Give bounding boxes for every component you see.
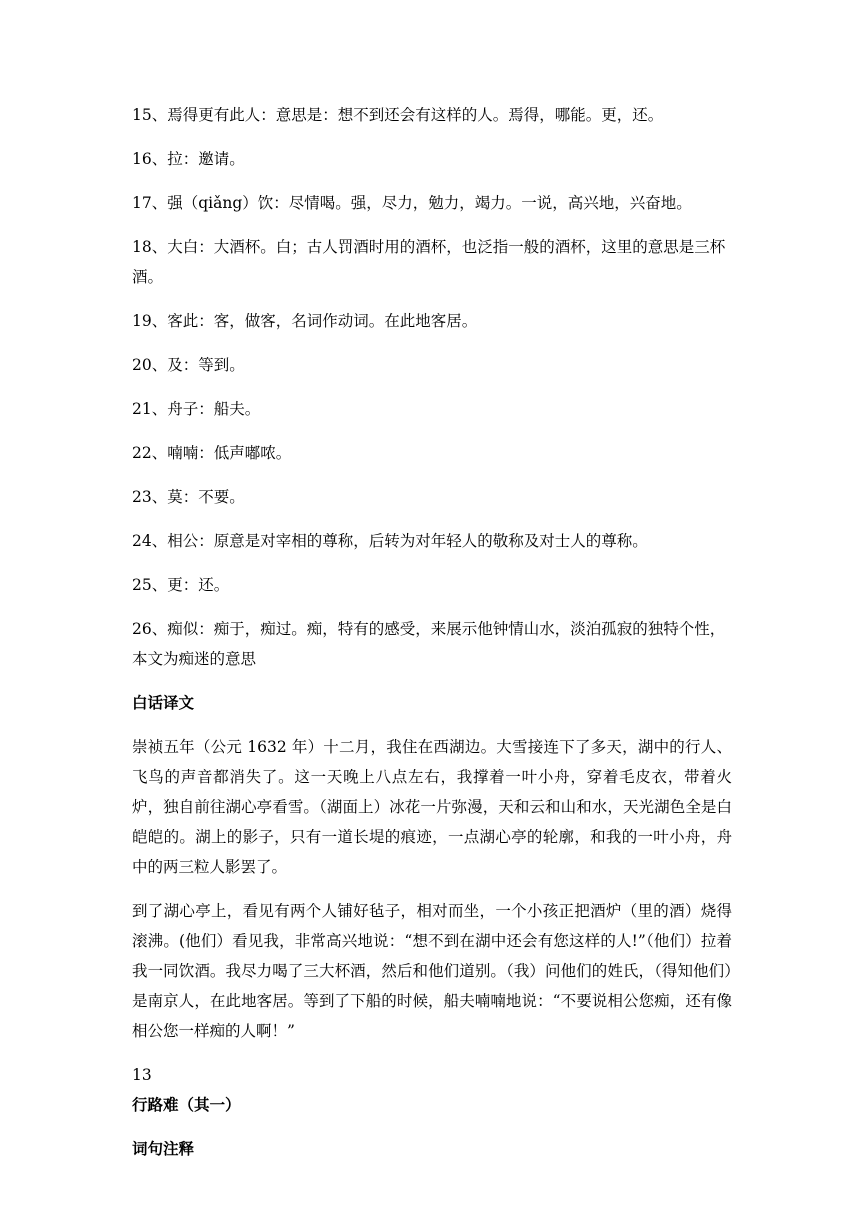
note-18: 18、大白：大酒杯。白；古人罚酒时用的酒杯，也泛指一般的酒杯，这里的意思是三杯酒。 [132, 238, 726, 286]
note-16: 16、拉：邀请。 [132, 150, 245, 168]
note-23: 23、莫：不要。 [132, 488, 245, 506]
note-24: 24、相公：原意是对宰相的尊称，后转为对年轻人的敬称及对士人的尊称。 [132, 532, 648, 550]
note-19: 19、客此：客，做客，名词作动词。在此地客居。 [132, 312, 478, 330]
translation-paragraph-1: 崇祯五年（公元 1632 年）十二月，我住在西湖边。大雪接连下了多天，湖中的行人、飞鸟的声音都消失了。这一天晚上八点左右，我撑着一叶小舟，穿着毛皮衣，带着火炉，独自前往湖心亭看雪。（湖面上）冰花一片弥漫，天和云和山和水，天光湖色全是白皑皑的。湖上的影子，只有一道长堤的痕迹，一点湖心亭的轮廓，和我的一叶小舟，舟中的两三粒人影罢了。 [132, 738, 732, 876]
document-page [132, 100, 732, 1178]
translation-heading: 白话译文 [132, 694, 195, 712]
note-17: 17、强（qiǎng）饮：尽情喝。强，尽力，勉力，竭力。一说，高兴地，兴奋地。 [132, 194, 692, 212]
section-title: 行路难（其一） [132, 1096, 241, 1114]
translation-paragraph-2: 到了湖心亭上，看见有两个人铺好毡子，相对而坐，一个小孩正把酒炉（里的酒）烧得滚沸。(他们）看见我，非常高兴地说：“想不到在湖中还会有您这样的人!”（他们）拉着我一同饮酒。我尽力喝了三大杯酒，然后和他们道别。（我）问他们的姓氏，（得知他们）是南京人，在此地客居。等到了下船的时候，船夫喃喃地说：“不要说相公您痴，还有像相公您一样痴的人啊！” [132, 902, 732, 1040]
section-number: 13 [132, 1066, 152, 1084]
annotation-heading: 词句注释 [132, 1140, 195, 1158]
note-21: 21、舟子：船夫。 [132, 400, 261, 418]
note-20: 20、及：等到。 [132, 356, 245, 374]
note-26: 26、痴似：痴于，痴过。痴，特有的感受，来展示他钟情山水，淡泊孤寂的独特个性，本文为痴迷的意思 [132, 620, 726, 668]
note-25: 25、更：还。 [132, 576, 230, 594]
note-22: 22、喃喃：低声嘟哝。 [132, 444, 292, 462]
note-15: 15、焉得更有此人：意思是：想不到还会有这样的人。焉得，哪能。更，还。 [132, 106, 664, 124]
